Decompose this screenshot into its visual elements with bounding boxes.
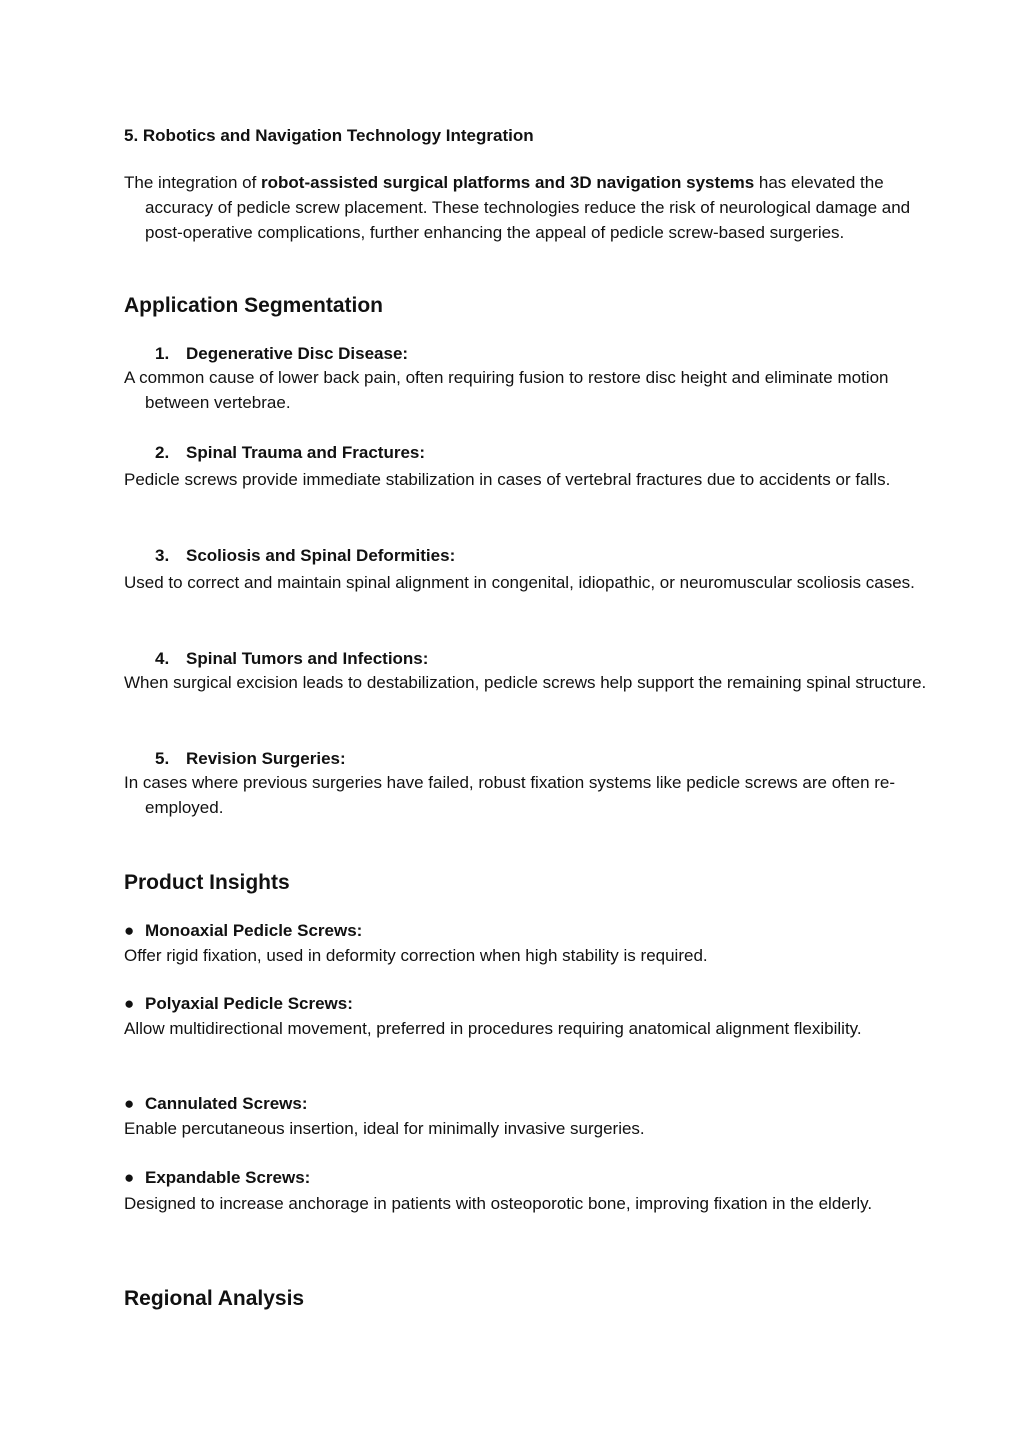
product-item-desc: Enable percutaneous insertion, ideal for minimally invasive surgeries. xyxy=(124,1119,645,1138)
bullet-icon: ● xyxy=(124,994,135,1013)
item-label: Spinal Tumors and Infections: xyxy=(186,649,429,668)
application-item-label xyxy=(124,342,945,366)
product-item-label xyxy=(124,919,914,943)
application-item-desc: A common cause of lower back pain, often requiring fusion to restore disc height and eliminate motion between vertebrae. xyxy=(124,368,889,412)
product-item-label xyxy=(124,1166,914,1190)
application-item-label xyxy=(124,647,945,671)
item-label: Spinal Trauma and Fractures: xyxy=(186,443,426,462)
product-item-desc: Offer rigid fixation, used in deformity correction when high stability is required. xyxy=(124,946,708,965)
paragraph-text: The integration of xyxy=(124,173,262,192)
application-item-desc: In cases where previous surgeries have failed, robust fixation systems like pedicle screws are often re-employed. xyxy=(124,773,896,817)
application-item-label xyxy=(124,441,945,465)
paragraph-text: has elevated the accuracy of pedicle screw placement. These technologies reduce the risk of neurological damage and post-operative complications, further enhancing the appeal of pedicle screw-based surgeries. xyxy=(145,173,911,242)
bullet-icon: ● xyxy=(124,921,135,940)
application-item-desc: When surgical excision leads to destabilization, pedicle screws help support the remaining spinal structure. xyxy=(124,673,927,692)
product-item-label xyxy=(124,992,914,1016)
item-label: Degenerative Disc Disease: xyxy=(186,344,409,363)
application-item-label xyxy=(124,747,945,771)
section-heading: 5. Robotics and Navigation Technology Integration xyxy=(124,126,534,145)
bullet-icon: ● xyxy=(124,1094,135,1113)
application-item-desc: Pedicle screws provide immediate stabilization in cases of vertebral fractures due to accidents or falls. xyxy=(124,470,891,489)
product-item-label xyxy=(124,1092,914,1116)
list-number: 1. xyxy=(155,344,170,363)
item-label: Expandable Screws: xyxy=(145,1168,311,1187)
list-number: 5. xyxy=(155,749,170,768)
product-item-desc: Allow multidirectional movement, preferred in procedures requiring anatomical alignment flexibility. xyxy=(124,1019,862,1038)
list-number: 2. xyxy=(155,443,170,462)
item-label: Scoliosis and Spinal Deformities: xyxy=(186,546,456,565)
application-item-label xyxy=(124,544,945,568)
regional-title: Regional Analysis xyxy=(124,1287,305,1310)
list-number: 3. xyxy=(155,546,170,565)
item-label: Cannulated Screws: xyxy=(145,1094,308,1113)
bullet-icon: ● xyxy=(124,1168,135,1187)
application-item-desc: Used to correct and maintain spinal alignment in congenital, idiopathic, or neuromuscular scoliosis cases. xyxy=(124,573,915,592)
item-label: Polyaxial Pedicle Screws: xyxy=(145,994,353,1013)
item-label: Monoaxial Pedicle Screws: xyxy=(145,921,363,940)
application-title: Application Segmentation xyxy=(124,294,384,317)
list-number: 4. xyxy=(155,649,170,668)
product-title: Product Insights xyxy=(124,871,290,894)
product-item-desc: Designed to increase anchorage in patients with osteoporotic bone, improving fixation in the elderly. xyxy=(124,1194,873,1213)
item-label: Revision Surgeries: xyxy=(186,749,346,768)
section-paragraph xyxy=(124,170,935,245)
paragraph-bold-text: robot-assisted surgical platforms and 3D navigation systems xyxy=(261,173,755,192)
